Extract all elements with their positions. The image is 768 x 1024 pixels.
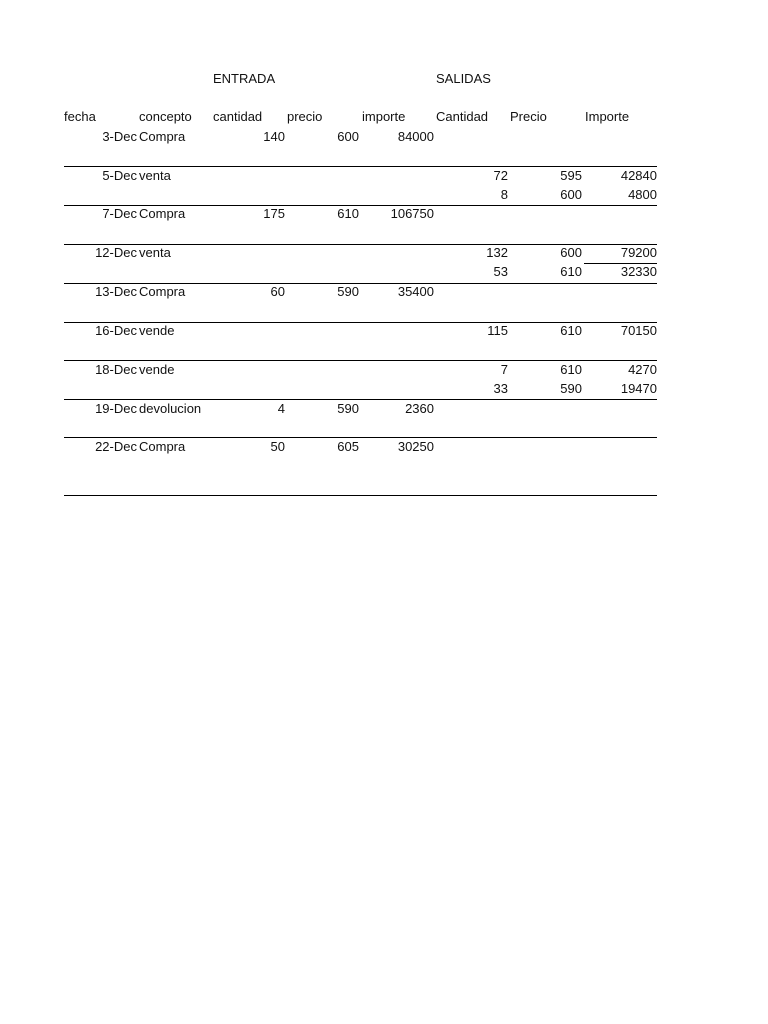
cell-precio: 590 <box>337 401 359 416</box>
cell-concepto: Compra <box>139 284 186 299</box>
cell-s-precio: 600 <box>560 245 582 260</box>
cell-cantidad: 60 <box>270 284 285 299</box>
cell-cantidad: 4 <box>277 401 285 416</box>
cell-s-precio: 610 <box>560 362 582 377</box>
header-salidas-precio: Precio <box>510 109 547 124</box>
cell-fecha: 16-Dec <box>95 323 137 338</box>
cell-concepto: venta <box>139 168 171 183</box>
cell-s-cantidad: 132 <box>486 245 508 260</box>
cell-s-cantidad: 8 <box>500 187 508 202</box>
cell-importe: 2360 <box>405 401 434 416</box>
cell-concepto: venta <box>139 245 171 260</box>
cell-precio: 600 <box>337 129 359 144</box>
header-cantidad: cantidad <box>213 109 263 124</box>
cell-precio: 605 <box>337 439 359 454</box>
cell-s-precio: 610 <box>560 323 582 338</box>
cell-s-precio: 595 <box>560 168 582 183</box>
cell-s-precio: 610 <box>560 264 582 279</box>
cell-s-importe: 42840 <box>620 168 657 183</box>
cell-concepto: Compra <box>139 206 186 221</box>
row-divider <box>64 399 657 400</box>
cell-fecha: 3-Dec <box>102 129 137 144</box>
cell-s-cantidad: 33 <box>493 381 508 396</box>
cell-s-cantidad: 115 <box>487 323 508 338</box>
row-divider <box>64 360 657 361</box>
cell-fecha: 7-Dec <box>102 206 137 221</box>
cell-s-precio: 600 <box>560 187 582 202</box>
cell-cantidad: 175 <box>263 206 285 221</box>
cell-fecha: 18-Dec <box>95 362 137 377</box>
cell-fecha: 12-Dec <box>95 245 137 260</box>
header-salidas-cantidad: Cantidad <box>436 109 489 124</box>
cell-concepto: devolucion <box>139 401 202 416</box>
cell-underline <box>584 263 657 264</box>
cell-s-importe: 4800 <box>628 187 657 202</box>
header-precio: precio <box>287 109 323 124</box>
cell-s-importe: 70150 <box>620 323 657 338</box>
cell-fecha: 19-Dec <box>95 401 137 416</box>
cell-cantidad: 140 <box>263 129 285 144</box>
header-concepto: concepto <box>139 109 192 124</box>
cell-precio: 590 <box>337 284 359 299</box>
cell-importe: 106750 <box>390 206 434 221</box>
cell-s-importe: 79200 <box>620 245 657 260</box>
entrada-heading: ENTRADA <box>213 71 276 86</box>
cell-s-cantidad: 53 <box>493 264 508 279</box>
cell-s-importe: 19470 <box>620 381 657 396</box>
cell-importe: 35400 <box>397 284 434 299</box>
row-divider <box>64 495 657 496</box>
row-divider <box>64 166 657 167</box>
cell-importe: 84000 <box>397 129 434 144</box>
cell-s-cantidad: 7 <box>500 362 508 377</box>
header-fecha: fecha <box>64 109 96 124</box>
row-divider <box>64 244 657 245</box>
cell-concepto: vende <box>139 323 175 338</box>
row-divider <box>64 283 657 284</box>
header-salidas-importe: Importe <box>585 109 630 124</box>
cell-cantidad: 50 <box>270 439 285 454</box>
salidas-heading: SALIDAS <box>436 71 491 86</box>
cell-importe: 30250 <box>397 439 434 454</box>
row-divider <box>64 205 657 206</box>
header-importe: importe <box>362 109 406 124</box>
cell-fecha: 5-Dec <box>102 168 137 183</box>
cell-fecha: 13-Dec <box>95 284 137 299</box>
cell-s-importe: 4270 <box>628 362 657 377</box>
cell-precio: 610 <box>337 206 359 221</box>
row-divider <box>64 437 657 438</box>
cell-concepto: vende <box>139 362 175 377</box>
cell-s-importe: 32330 <box>620 264 657 279</box>
cell-s-cantidad: 72 <box>493 168 508 183</box>
cell-concepto: Compra <box>139 439 186 454</box>
row-divider <box>64 322 657 323</box>
cell-fecha: 22-Dec <box>95 439 137 454</box>
cell-concepto: Compra <box>139 129 186 144</box>
cell-s-precio: 590 <box>560 381 582 396</box>
